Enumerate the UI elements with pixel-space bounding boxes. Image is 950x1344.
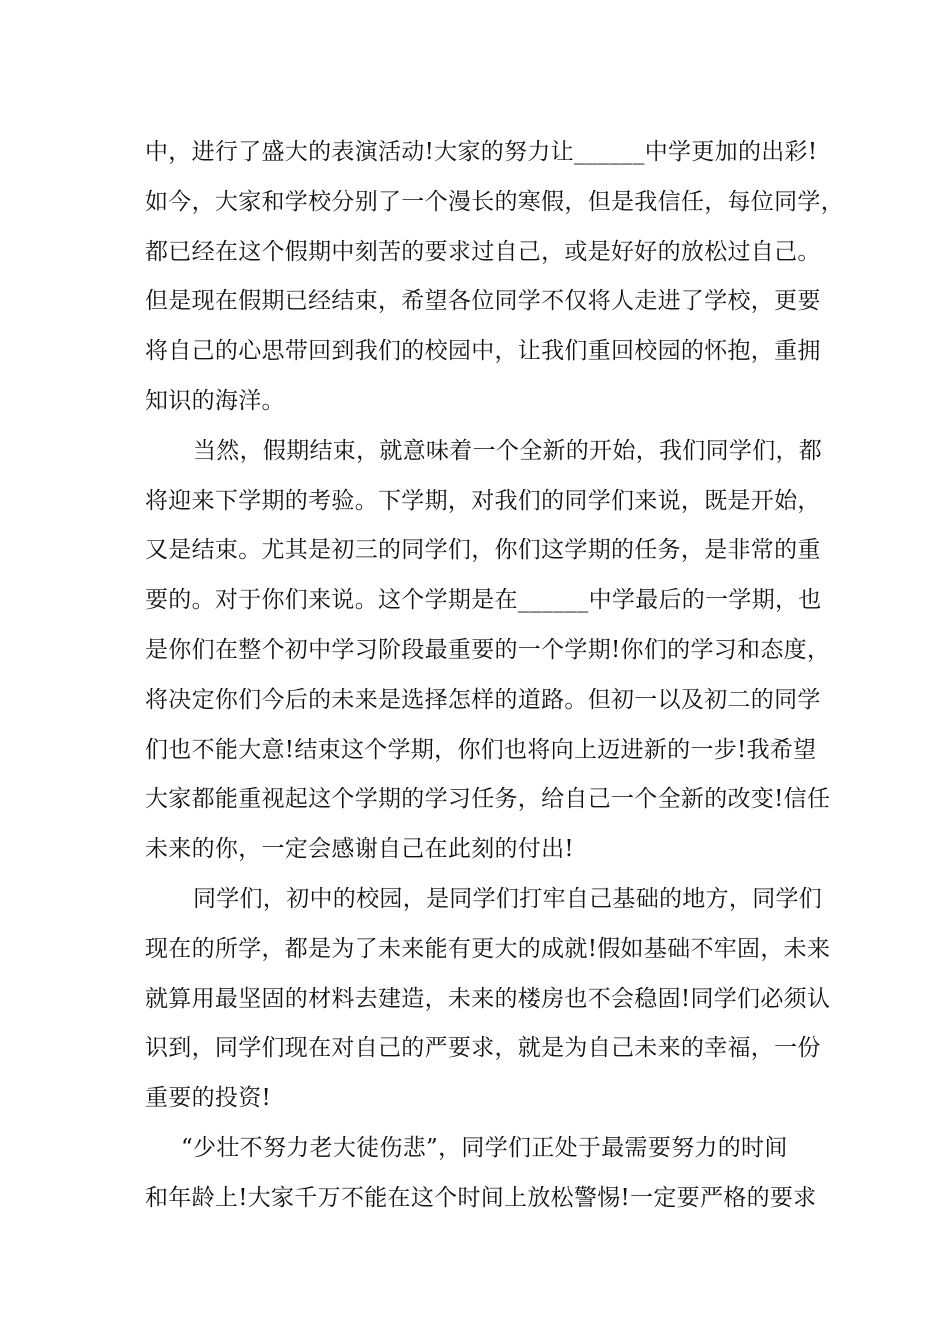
text-line: 未来的你，一定会感谢自己在此刻的付出!	[145, 836, 574, 863]
text-line: 们也不能大意!结束这个学期，你们也将向上迈进新的一步!我希望	[145, 736, 817, 763]
text-line: 和年龄上!大家千万不能在这个时间上放松警惕!一定要严格的要求	[145, 1184, 817, 1211]
paragraph-start-line: 当然，假期结束，就意味着一个全新的开始，我们同学们，都	[193, 437, 823, 464]
text-line: 如今，大家和学校分别了一个漫长的寒假，但是我信任，每位同学，	[145, 188, 844, 215]
text-line: 要的。对于你们来说。这个学期是在______中学最后的一学期，也	[145, 587, 822, 614]
paragraph-start-line: “少壮不努力老大徒伤悲”，同学们正处于最需要努力的时间	[181, 1134, 788, 1161]
text-line: 但是现在假期已经结束，希望各位同学不仅将人走进了学校，更要	[145, 288, 821, 315]
text-line: 就算用最坚固的材料去建造，未来的楼房也不会稳固!同学们必须认	[145, 985, 831, 1012]
text-line: 中，进行了盛大的表演活动!大家的努力让______中学更加的出彩!	[145, 139, 818, 165]
text-line: 大家都能重视起这个学期的学习任务，给自己一个全新的改变!信任	[145, 786, 831, 813]
text-line: 知识的海洋。	[145, 387, 285, 414]
paragraph-start-line: 同学们，初中的校园，是同学们打牢自己基础的地方，同学们	[193, 885, 823, 912]
text-line: 是你们在整个初中学习阶段最重要的一个学期!你们的学习和态度，	[145, 636, 831, 663]
text-line: 将迎来下学期的考验。下学期，对我们的同学们来说，既是开始，	[145, 487, 821, 514]
text-line: 将决定你们今后的未来是选择怎样的道路。但初一以及初二的同学	[145, 686, 821, 713]
body-text	[145, 128, 844, 1224]
text-line: 重要的投资!	[145, 1085, 272, 1112]
text-line: 又是结束。尤其是初三的同学们，你们这学期的任务，是非常的重	[145, 537, 821, 564]
text-line: 识到，同学们现在对自己的严要求，就是为自己未来的幸福，一份	[145, 1035, 821, 1062]
text-line: 将自己的心思带回到我们的校园中，让我们重回校园的怀抱，重拥	[145, 338, 821, 365]
text-line: 都已经在这个假期中刻苦的要求过自己，或是好好的放松过自己。	[145, 238, 821, 265]
text-line: 现在的所学，都是为了未来能有更大的成就!假如基础不牢固，未来	[145, 935, 831, 962]
